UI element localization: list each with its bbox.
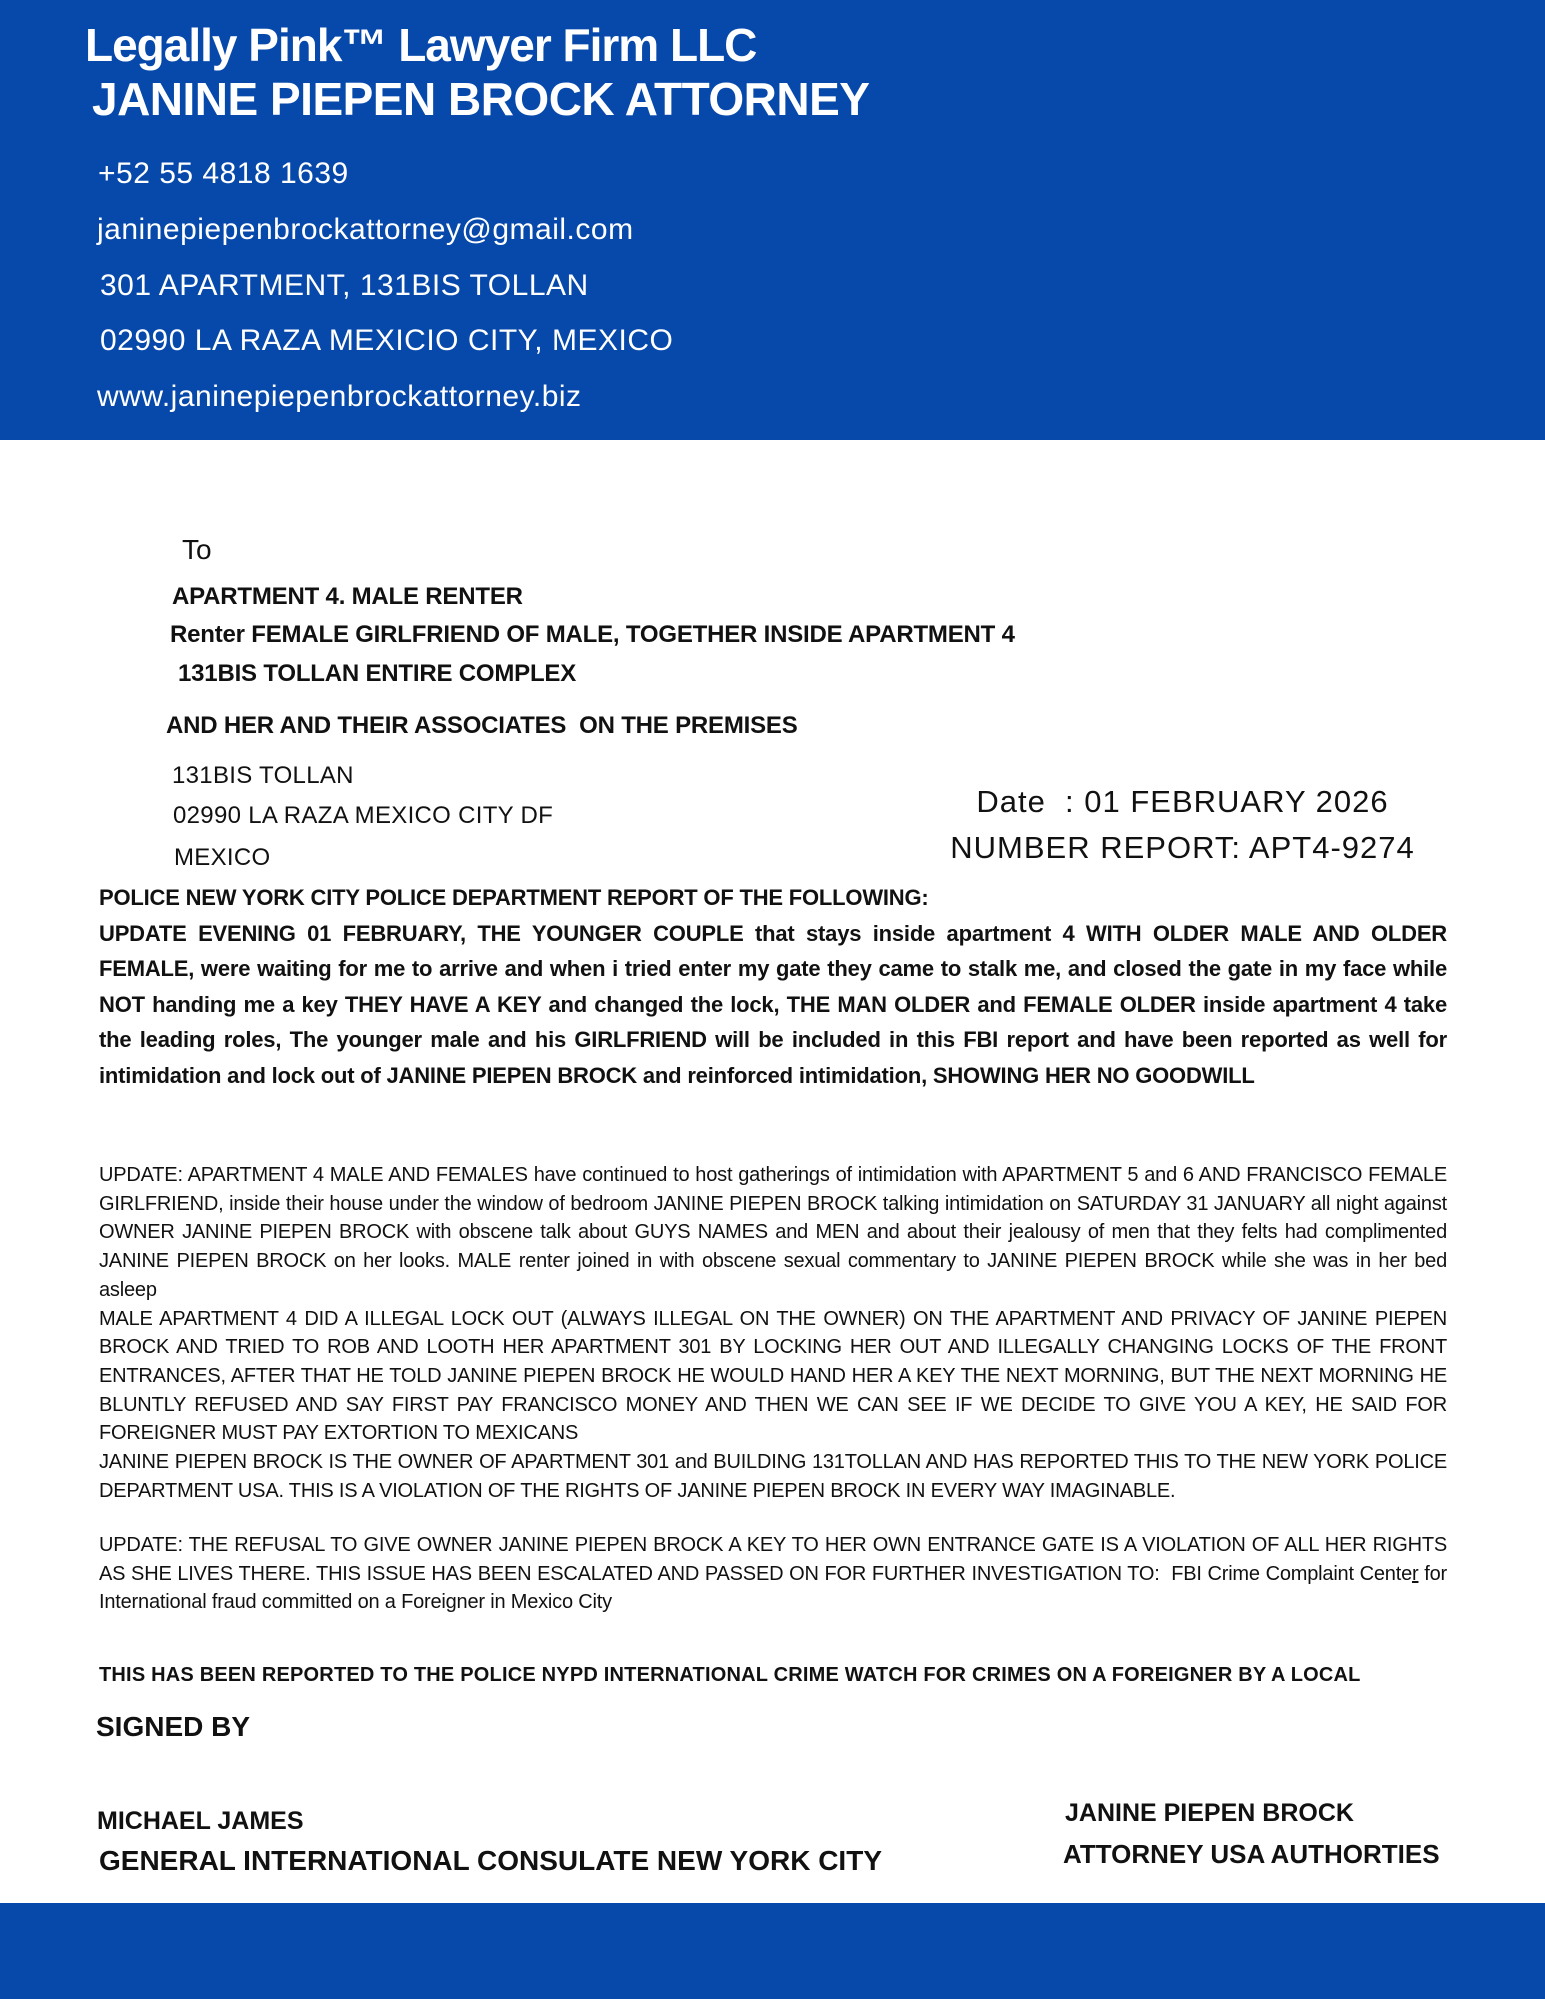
refusal-text-part1: UPDATE: THE REFUSAL TO GIVE OWNER JANINE PIEPEN BROCK A KEY TO HER OWN ENTRANCE GATE IS A VIOLATION OF ALL HER RIGHTS AS SHE LIVES THERE. THIS ISSUE HAS BEEN ESCALATED AND PASSED ON FOR FURTHER INVESTIGATION TO: FBI Crime Complaint Cente [99, 1534, 1452, 1585]
to-label: To [182, 534, 212, 565]
refusal-text-underlined-char: r [1412, 1562, 1419, 1585]
signature-right-title: ATTORNEY USA AUTHORTIES [1063, 1839, 1440, 1869]
report-paragraph-update [99, 1161, 1447, 1505]
firm-name: Legally Pink™ Lawyer Firm LLC [85, 19, 757, 71]
email-address: janinepiepenbrockattorney@gmail.com [97, 213, 634, 246]
footer-banner [0, 1903, 1545, 1999]
refusal-text [99, 1531, 1453, 1617]
office-address-line2: 02990 LA RAZA MEXICIO CITY, MEXICO [100, 324, 674, 357]
recipient-line-2: Renter FEMALE GIRLFRIEND OF MALE, TOGETHER INSIDE APARTMENT 4 [170, 621, 1015, 648]
recipient-line-3: 131BIS TOLLAN ENTIRE COMPLEX [178, 660, 577, 687]
signature-left-title: GENERAL INTERNATIONAL CONSULATE NEW YORK CITY [99, 1845, 882, 1876]
report-update-evening: UPDATE EVENING 01 FEBRUARY, THE YOUNGER COUPLE that stays inside apartment 4 WITH OLDER MALE AND OLDER FEMALE, were waiting for me to arrive and when i tried enter my gate they came to stalk me, and closed the gate in my face while NOT handing me a key THEY HAVE A KEY and changed the lock, THE MAN OLDER and FEMALE OLDER inside apartment 4 take the leading roles, The younger male and his GIRLFRIEND will be included in this FBI report and have been reported as well for intimidation and lock out of JANINE PIEPEN BROCK and reinforced intimidation, SHOWING HER NO GOODWILL [99, 920, 1447, 1088]
reported-to-nypd-line: THIS HAS BEEN REPORTED TO THE POLICE NYPD INTERNATIONAL CRIME WATCH FOR CRIMES ON A FOREIGNER BY A LOCAL [99, 1664, 1361, 1686]
office-address-line1: 301 APARTMENT, 131BIS TOLLAN [100, 269, 589, 302]
report-heading-line: POLICE NEW YORK CITY POLICE DEPARTMENT REPORT OF THE FOLLOWING: [99, 885, 929, 910]
owner-statement-text: JANINE PIEPEN BROCK IS THE OWNER OF APARTMENT 301 and BUILDING 131TOLLAN AND HAS REPORTED THIS TO THE NEW YORK POLICE DEPARTMENT USA. THIS IS A VIOLATION OF THE RIGHTS OF JANINE PIEPEN BROCK IN EVERY WAY IMAGINABLE. [99, 1451, 1447, 1502]
recipient-address-line2: 02990 LA RAZA MEXICO CITY DF [173, 802, 554, 829]
recipient-address-line3: MEXICO [174, 844, 271, 871]
letterhead-banner [0, 0, 1545, 440]
signed-by-label: SIGNED BY [96, 1711, 251, 1742]
update-gatherings-text: UPDATE: APARTMENT 4 MALE AND FEMALES have continued to host gatherings of intimidation with APARTMENT 5 and 6 AND FRANCISCO FEMALE GIRLFRIEND, inside their house under the window of bedroom JANINE PIEPEN BROCK talking intimidation on SATURDAY 31 JANUARY all night against OWNER JANINE PIEPEN BROCK with obscene talk about GUYS NAMES and MEN and about their jealousy of men that they felts had complimented JANINE PIEPEN BROCK on her looks. MALE renter joined in with obscene sexual commentary to JANINE PIEPEN BROCK while she was in her bed asleep [99, 1164, 1447, 1301]
website-url: www.janinepiepenbrockattorney.biz [97, 380, 582, 413]
recipient-address-line1: 131BIS TOLLAN [172, 762, 354, 789]
report-date: Date : 01 FEBRUARY 2026 [976, 784, 1389, 819]
illegal-lockout-text: MALE APARTMENT 4 DID A ILLEGAL LOCK OUT (ALWAYS ILLEGAL ON THE OWNER) ON THE APARTMENT AND PRIVACY OF JANINE PIEPEN BROCK AND TRIED TO ROB AND LOOTH HER APARTMENT 301 BY LOCKING HER OUT AND ILLEGALLY CHANGING LOCKS OF THE FRONT ENTRANCES, AFTER THAT HE TOLD JANINE PIEPEN BROCK HE WOULD HAND HER A KEY THE NEXT MORNING, BUT THE NEXT MORNING HE BLUNTLY REFUSED AND SAY FIRST PAY FRANCISCO MONEY AND THEN WE CAN SEE IF WE DECIDE TO GIVE YOU A KEY, HE SAID FOR FOREIGNER MUST PAY EXTORTION TO MEXICANS [99, 1307, 1447, 1445]
refusal-text-part2: for International fraud committed on a Foreigner in Mexico City [99, 1562, 1453, 1614]
recipient-line-1: APARTMENT 4. MALE RENTER [172, 583, 523, 610]
signature-right-name: JANINE PIEPEN BROCK [1065, 1799, 1354, 1827]
signature-left-name: MICHAEL JAMES [97, 1807, 304, 1835]
report-number: NUMBER REPORT: APT4-9274 [950, 830, 1415, 865]
report-paragraph-refusal [99, 1531, 1453, 1617]
phone-number: +52 55 4818 1639 [98, 157, 349, 190]
report-paragraph-bold [99, 880, 1447, 1093]
recipient-line-4: AND HER AND THEIR ASSOCIATES ON THE PREMISES [166, 712, 798, 739]
attorney-name-line: JANINE PIEPEN BROCK ATTORNEY [92, 73, 870, 125]
